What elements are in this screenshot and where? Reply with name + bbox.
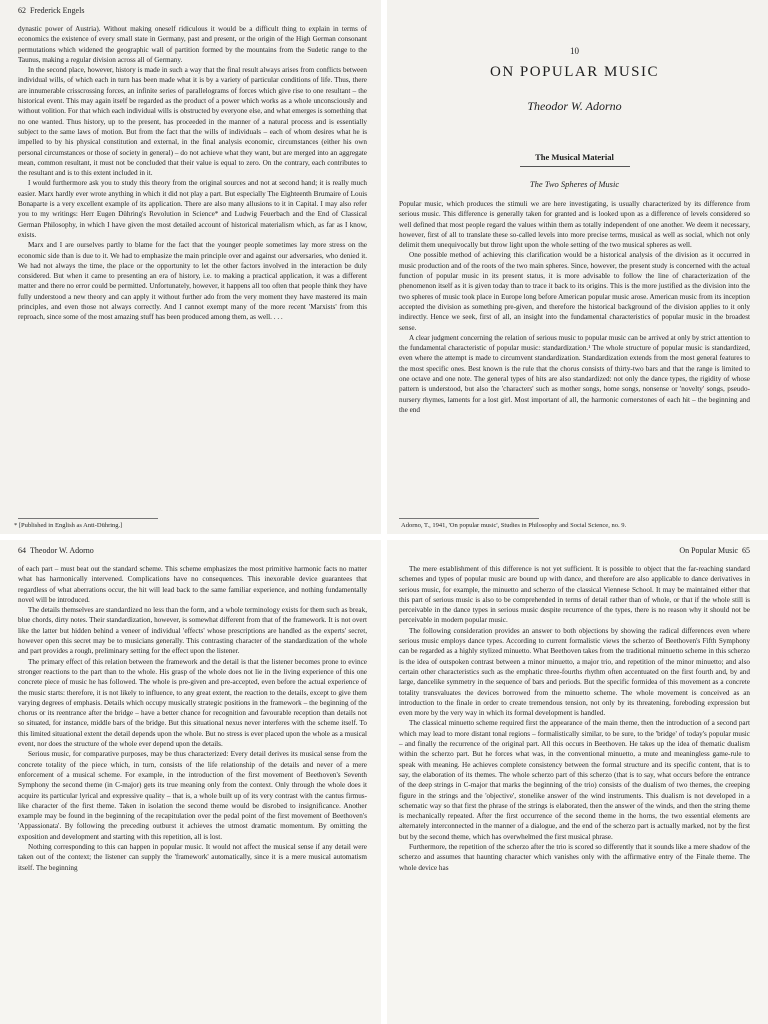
body-text: [399, 199, 750, 415]
paragraph: One possible method of achieving this clarification would be a historical analysis of the division as it occurred in music production and of the roots of the two main spheres. Since, however, the present study is concerned with the actual function of popular music in its present status, it is more advisable to follow the line of characterization of the phenomenon itself as it is given today than to trace it back to its origins. This is the more justified as the division into the two spheres of music took place in Europe long before American popular music arose. American music from its inception accepted the division as something pre-given, and therefore the historical background of the division applies to it only indirectly. Hence we seek, first of all, an insight into the fundamental characteristics of popular music in the broadest sense.: [399, 251, 750, 332]
paragraph: A clear judgment concerning the relation of serious music to popular music can be arrived at only by strict attention to the fundamental characteristic of popular music: standardization.¹ The whole structure of popular music is standardized, even where the attempt is made to circumvent standardization. Standardization extends from the most general features to the most specific ones. Best known is the rule that the chorus consists of thirty-two bars and that the range is limited to one octave and one note. The general types of hits are also standardized: not only the dance types, the rigidity of whose pattern is understood, but also the 'characters' such as mother songs, home songs, nonsense or 'novelty' songs, pseudo-nursery rhymes, laments for a lost girl. Most important of all, the harmonic cornerstones of each hit – the beginning and the end: [399, 333, 750, 414]
subsection-heading: The Two Spheres of Music: [529, 179, 620, 189]
chapter-title: ON POPULAR MUSIC: [489, 64, 660, 80]
paragraph: The classical minuetto scheme required first the appearance of the main theme, then the introduction of a second part which may lead to more distant tonal regions – formalistically similar, to be sure, to the 'bridge' of today's popular music – and finally the recurrence of the original part. All this occurs in Beethoven. He takes up the idea of thematic dualism within the scherzo part. But he forces what was, in the conventional minuetto, a mute and meaningless game-rule to speak with meaning. He achieves complete consistency between the formal structure and its specific content, that is to say, the elaboration of its themes. The whole scherzo part of this scherzo (that is to say, what occurs before the entrance of the deep strings in C-major that marks the beginning of the trio) consists of the dualism of two themes, the creeping figure in the strings and the 'objective', stonelike answer of the wind instruments. This dualism is not developed in a schematic way so that first the phrase of the strings is elaborated, then the answer of the winds, and then the string theme is mechanically repeated. After the first occurrence of the second theme in the horns, the two essential elements are alternately interconnected in the manner of a dialogue, and the end of the scherzo part is actually marked, not by the first but by the second theme, which has overwhelmed the first musical phrase.: [399, 719, 750, 841]
footnote: * [Published in English as Anti-Dühring.]: [14, 522, 123, 529]
paragraph: The mere establishment of this difference is not yet sufficient. It is possible to object that the far-reaching standard schemes and types of popular music are bound up with dance, and therefore are also applicable to dance derivatives in serious music, for example, the minuetto and scherzo of the classical Viennese School. It may be maintained either that this part of serious music is also to be comprehended in terms of detail rather than of whole, or that if the whole still is perceivable in the dance types in serious music despite recurrence of the types, there is no reason why it should not be perceivable in modern popular music.: [399, 565, 750, 625]
running-head: [18, 546, 367, 556]
running-head-text: Theodor W. Adorno: [30, 546, 94, 555]
paragraph: The primary effect of this relation between the framework and the detail is that the listener becomes prone to evince stronger reactions to the part than to the whole. His grasp of the whole does not lie in the living experience of this one concrete piece of music he has followed. The whole is pre-given and pre-accepted, even before the actual experience of the music starts: therefore, it is not likely to influence, to any great extent, the reaction to the details, except to give them varying degrees of emphasis. Details which occupy musically strategic positions in the framework – the beginning of the chorus or its reentrance after the bridge – have a better chance for recognition and favourable reception than details not so situated, for instance, middle bars of the bridge. But this situational nexus never interferes with the scheme itself. To this limited situational extent the detail depends upon the whole. But no stress is ever placed upon the whole as a musical event, nor does the structure of the whole ever depend upon the details.: [18, 657, 367, 749]
body-text: [399, 564, 750, 873]
footnote-rule: [399, 518, 539, 519]
page-64: [0, 540, 381, 1024]
footnote: Adorno, T., 1941, 'On popular music', Studies in Philosophy and Social Science, no. 9.: [401, 522, 627, 529]
section-rule: [520, 166, 630, 167]
paragraph: Serious music, for comparative purposes, may be thus characterized: Every detail derives its musical sense from the concrete totality of the piece which, in turn, consists of the life relationship of the details and never of a mere enforcement of a musical scheme. For example, in the introduction of the first movement of Beethoven's Seventh Symphony the second theme (in C-major) gets its true meaning only from the context. Only through the whole does it acquire its particular lyrical and expressive quality – that is, a whole built up of its very contrast with the cantus firmus-like character of the first theme. Taken in isolation the second theme would be disrobed to insignificance. Another example may be found in the beginning of the recapitulation over the pedal point of the first movement of Beethoven's 'Appassionata'. By following the preceding outburst it achieves the utmost dramatic momentum. By omitting the exposition and development and starting with this repetition, all is lost.: [18, 750, 367, 841]
section-heading: The Musical Material: [535, 152, 614, 162]
folio: 65: [742, 546, 750, 555]
running-head-text: On Popular Music: [679, 546, 738, 555]
chapter-author: Theodor W. Adorno: [527, 99, 622, 113]
paragraph: In the second place, however, history is made in such a way that the final result always arises from conflicts between individual wills, of which each in turn has been made what it is by a variety of particular conditions of life. Thus, there are innumerable crisscrossing forces, an infinite series of parallelograms of forces which give rise to one resultant – the historical event. This may again itself be regarded as the product of a power which works as a whole unconsciously and without volition. For that which each individual wills is obstructed by everyone else, and what emerges is something that no one wanted. Thus history, up to the present, has proceeded in the manner of a natural process and is essentially subject to the same laws of motion. But from the fact that the wills of individuals – each of whom desires what he is impelled to by his physical constitution and external, in the final analysis economic, circumstances (either his own personal circumstances or those of society in general) – do not achieve what they want, but are merged into an aggregate mean, common resultant, it must not be concluded that their value is equal to zero. On the contrary, each contributes to the resultant and is to this extent included in it.: [18, 66, 367, 178]
paragraph: of each part – must beat out the standard scheme. This scheme emphasizes the most primitive harmonic facts no matter what has harmonically intervened. Complications have no consequences. This inexorable device guarantees that regardless of what aberrations occur, the hit will lead back to the same familiar experience, and nothing fundamentally novel will be introduced.: [18, 565, 367, 604]
running-head: [18, 6, 367, 16]
footnote-rule: [18, 518, 158, 519]
paragraph: Furthermore, the repetition of the scherzo after the trio is scored so differently that it sounds like a mere shadow of the scherzo and assumes that haunting character which vanishes only with the affirmative entry of the Finale theme. The whole device has: [399, 843, 750, 872]
page-62: [0, 0, 381, 534]
paragraph: I would furthermore ask you to study this theory from the original sources and not at second hand; it is really much easier. Marx hardly ever wrote anything in which it did not play a part. But especially The Eighteenth Brumaire of Louis Bonaparte is a very excellent example of its application. There are also many allusions to it in Capital. I may also refer you to my writings: Herr Eugen Dühring's Revolution in Science* and Ludwig Feuerbach and the End of Classical German Philosophy, in which I have given the most detailed account of historical materialism which, as far as I know, exists.: [18, 179, 367, 239]
paragraph: dynastic power of Austria). Without making oneself ridiculous it would be a difficult thing to explain in terms of economics the existence of every small state in Germany, past and present, or the origin of the High German consonant permutations which widened the geographic wall of partition formed by the mountains from the Sudetic range to the Taunus, making a regular division across all of Germany.: [18, 25, 367, 64]
body-text: [18, 24, 367, 323]
chapter-number: 10: [570, 46, 579, 56]
paragraph: Marx and I are ourselves partly to blame for the fact that the younger people sometimes lay more stress on the economic side than is due to it. We had to emphasize the main principle over and against our adversaries, who denied it. We had not always the time, the place or the opportunity to let the other factors involved in the interaction be duly considered. But when it came to presenting an era of history, i.e. to making a practical application, it was a different matter and there no error could be permitted. Unfortunately, however, it happens all too often that people think they have fully understood a new theory and can apply it without further ado from the very moment they have mastered its main principles, and even those not always correctly. And I cannot exempt many of the more recent 'Marxists' from this reproach, since some of the most amazing stuff has been produced among them, as well. . . .: [18, 241, 367, 322]
page-63: [387, 0, 768, 534]
folio: 62: [18, 6, 26, 15]
running-head: [399, 546, 750, 556]
body-text: [18, 564, 367, 873]
paragraph: Popular music, which produces the stimuli we are here investigating, is usually characterized by its difference from serious music. This difference is generally taken for granted and is looked upon as a difference of levels considered so well defined that most people regard the values within them as totally independent of one another. We deem it necessary, however, first of all to translate these so-called levels into more precise terms, musical as well as social, which not only delimit them unequivocally but throw light upon the whole setting of the two musical spheres as well.: [399, 200, 750, 250]
paragraph: The details themselves are standardized no less than the form, and a whole terminology exists for them such as break, blue chords, dirty notes. Their standardization, however, is somewhat different from that of the framework. It is not overt like the latter but hidden behind a veneer of individual 'effects' whose prescriptions are handled as the experts' secret, however open this secret may be to musicians generally. This contrasting character of the standardization of the whole and part provides a rough, preliminary setting for the effect upon the listener.: [18, 606, 367, 656]
folio: 64: [18, 546, 26, 555]
running-head-text: Frederick Engels: [30, 6, 85, 15]
paragraph: The following consideration provides an answer to both objections by showing the radical differences even where serious music employs dance types. According to current formalistic views the scherzo of Beethoven's Fifth Symphony can be regarded as a highly stylized minuetto. What Beethoven takes from the traditional minuetto scheme in this scherzo is the idea of outspoken contrast between a minor minuetto, a major trio, and repetition of the minor minuetto; and also certain other characteristics such as the emphatic three-fourths rhythm often accentuated on the first fourth and, by and large, dancelike symmetry in the sequence of bars and periods. But the specific formidea of this movement as a concrete totality transvaluates the devices borrowed from the minuetto scheme. The whole movement is conceived as an introduction to the finale in order to create tremendous tension, not only by its threatening, foreboding expression but even more by the very way in which its formal development is handled.: [399, 626, 750, 718]
paragraph: Nothing corresponding to this can happen in popular music. It would not affect the musical sense if any detail were taken out of the context; the listener can supply the 'framework' automatically, since it is a mere musical automatism itself. The beginning: [18, 843, 367, 872]
page-65: [387, 540, 768, 1024]
